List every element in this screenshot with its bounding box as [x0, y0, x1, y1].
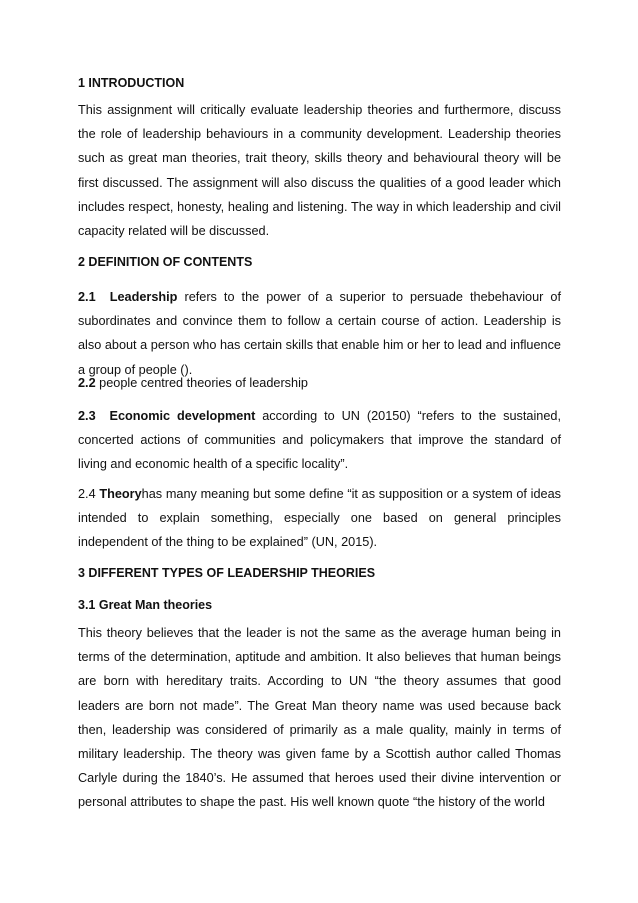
heading-leadership-theories: 3 DIFFERENT TYPES OF LEADERSHIP THEORIES	[78, 566, 376, 580]
paragraph-great-man: This theory believes that the leader is not the same as the average human being in terms of the determination, aptitude and ambition. It also believes that human beings are born with hereditary traits. According to UN “the theory assumes that good leaders are born not made”. The Great Man theory name was used because back then, leadership was considered of primarily as a male quality, mainly in terms of military leadership. The theory was given fame by a Scottish author called Thomas Carlyle during the 1840’s. He assumed that heroes used their divine intervention or personal attributes to shape the past. His well known quote “the history of the world	[78, 626, 561, 810]
def-text: according to UN (20150) “refers to the sustained, concerted actions of communities and policymakers that improve the standard of living and economic health of a specific locality”.	[78, 409, 561, 472]
def-text: people centred theories of leadership	[95, 376, 308, 390]
def-number: 2.3	[78, 409, 96, 423]
heading-definition-of-contents: 2 DEFINITION OF CONTENTS	[78, 255, 253, 269]
heading-introduction: 1 INTRODUCTION	[78, 76, 185, 90]
definition-leadership	[78, 285, 561, 382]
def-text: has many meaning but some define “it as supposition or a system of ideas intended to explain something, especially one based on general principles independent of the thing to be explained” (UN, 2015).	[78, 487, 561, 550]
def-number: 2.4	[78, 487, 100, 501]
def-term: Theory	[99, 487, 142, 501]
definition-theory	[78, 482, 561, 555]
definition-economic-development	[78, 404, 561, 477]
def-text: refers to the power of a superior to persuade thebehaviour of subordinates and convince them to follow a certain course of action. Leadership is also about a person who has certain skills that enable him or her to lead and influence a group of people ().	[78, 290, 561, 377]
definition-people-centred	[78, 374, 561, 392]
def-number: 2.2	[78, 376, 96, 390]
paragraph-introduction: This assignment will critically evaluate leadership theories and furthermore, discuss the role of leadership behaviours in a community development. Leadership theories such as great man theories, trait theory, skills theory and behavioural theory will be first discussed. The assignment will also discuss the qualities of a good leader which includes respect, honesty, healing and listening. The way in which leadership and civil capacity related will be discussed.	[78, 103, 561, 239]
def-term: Leadership	[109, 290, 178, 304]
def-term: Economic development	[109, 409, 256, 423]
subheading-great-man: 3.1 Great Man theories	[78, 598, 213, 612]
def-number: 2.1	[78, 290, 96, 304]
